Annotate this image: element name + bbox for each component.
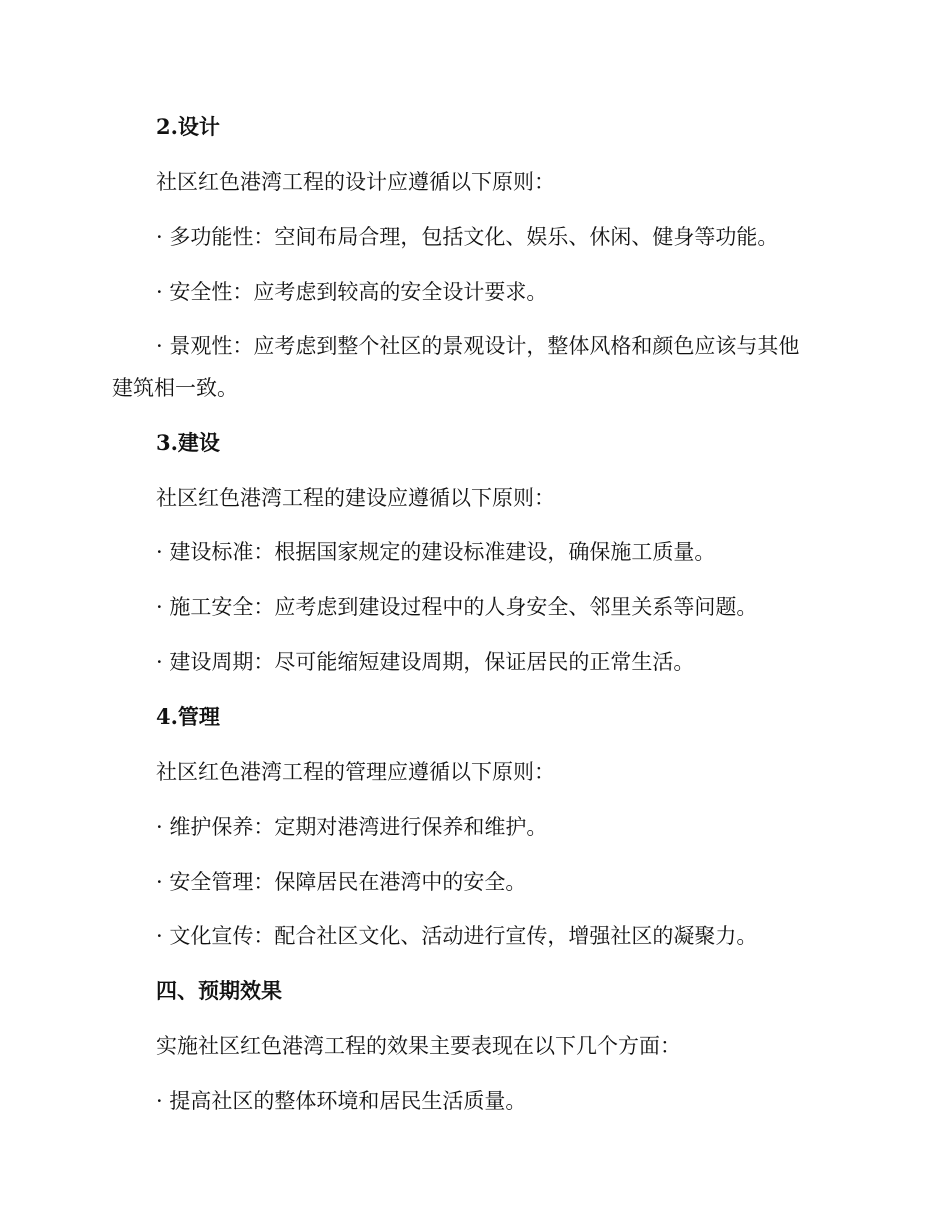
section-intro-design: 社区红色港湾工程的设计应遵循以下原则：: [156, 170, 555, 194]
section-heading-effects: 四、预期效果: [156, 978, 282, 1003]
section-heading-design: 2.设计: [156, 114, 220, 139]
section-intro-construction: 社区红色港湾工程的建设应遵循以下原则：: [156, 486, 555, 510]
list-item: · 安全管理：保障居民在港湾中的安全。: [156, 870, 527, 894]
list-item: · 建设周期：尽可能缩短建设周期，保证居民的正常生活。: [156, 650, 695, 674]
section-heading-construction: 3.建设: [156, 430, 220, 455]
list-item: · 提高社区的整体环境和居民生活质量。: [156, 1089, 527, 1113]
list-item: · 文化宣传：配合社区文化、活动进行宣传，增强社区的凝聚力。: [156, 924, 758, 948]
list-item: · 安全性：应考虑到较高的安全设计要求。: [156, 280, 548, 304]
section-intro-effects: 实施社区红色港湾工程的效果主要表现在以下几个方面：: [156, 1034, 681, 1058]
list-item-continuation: 建筑相一致。: [112, 376, 238, 400]
list-item: · 多功能性：空间布局合理，包括文化、娱乐、休闲、健身等功能。: [156, 225, 779, 249]
list-item: · 施工安全：应考虑到建设过程中的人身安全、邻里关系等问题。: [156, 595, 758, 619]
list-item: · 建设标准：根据国家规定的建设标准建设，确保施工质量。: [156, 540, 716, 564]
section-heading-management: 4.管理: [156, 704, 220, 729]
section-intro-management: 社区红色港湾工程的管理应遵循以下原则：: [156, 760, 555, 784]
list-item: · 维护保养：定期对港湾进行保养和维护。: [156, 815, 548, 839]
list-item: · 景观性：应考虑到整个社区的景观设计，整体风格和颜色应该与其他: [156, 334, 800, 358]
